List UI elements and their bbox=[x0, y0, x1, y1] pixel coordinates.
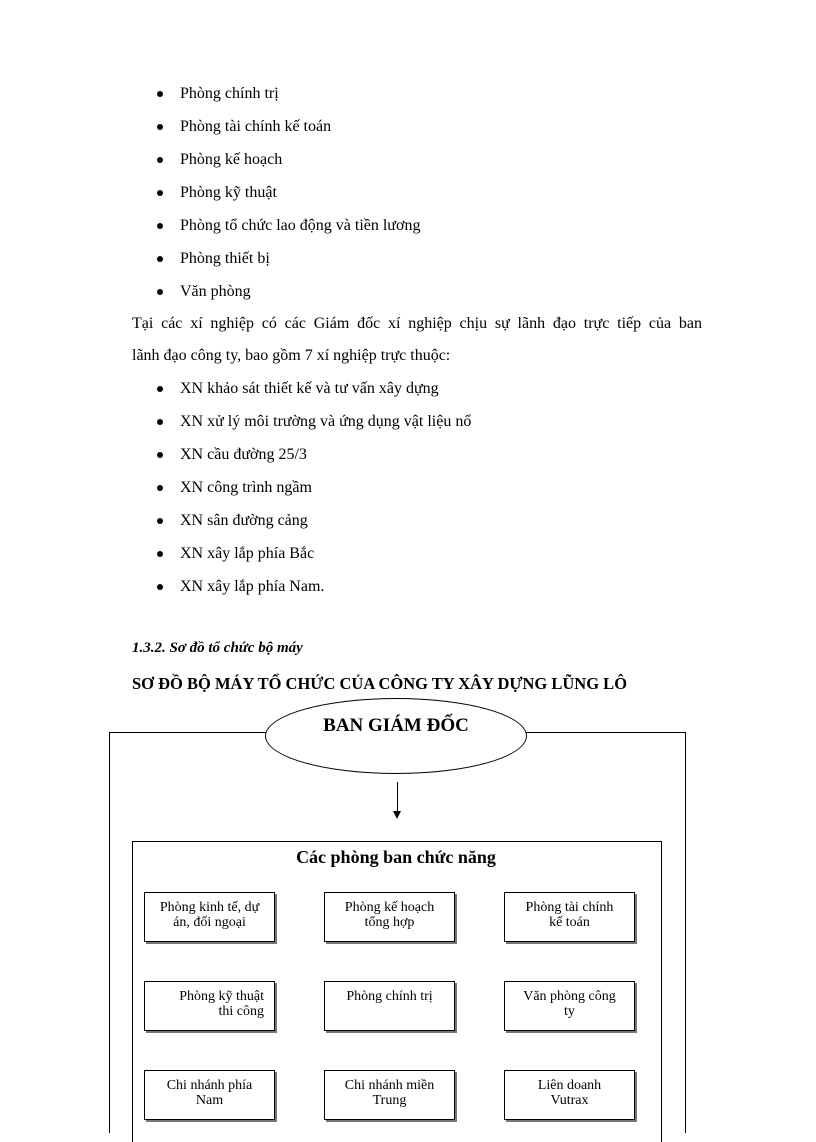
department-item: Phòng tài chính kế toán bbox=[180, 118, 332, 135]
paragraph-line-2: lãnh đạo công ty, bao gồm 7 xí nghiệp trực thuộc: bbox=[132, 347, 451, 364]
dept-box-line: Chi nhánh phía bbox=[166, 1078, 253, 1093]
bullet-icon bbox=[157, 452, 163, 458]
bullet-icon bbox=[157, 223, 163, 229]
enterprise-item: XN sân đường cảng bbox=[180, 512, 308, 529]
department-item: Phòng kỹ thuật bbox=[180, 184, 277, 201]
board-of-directors-node bbox=[265, 698, 527, 774]
board-of-directors-label: BAN GIÁM ĐỐC bbox=[323, 715, 469, 736]
joint-venture-box-vutrax bbox=[504, 1070, 635, 1120]
functional-departments-title: Các phòng ban chức năng bbox=[296, 847, 496, 867]
enterprise-item: XN xử lý môi trường và ứng dụng vật liệu nổ bbox=[180, 413, 472, 430]
dept-box-line: Nam bbox=[195, 1093, 224, 1108]
chart-title: SƠ ĐỒ BỘ MÁY TỔ CHỨC CỦA CÔNG TY XÂY DỰNG LŨNG LÔ bbox=[132, 674, 628, 693]
dept-box-line: Phòng kinh tế, dự bbox=[159, 900, 260, 915]
branch-box-central bbox=[324, 1070, 455, 1120]
bullet-icon bbox=[157, 551, 163, 557]
enterprise-item: XN xây lắp phía Bắc bbox=[180, 545, 315, 562]
enterprise-item: XN xây lắp phía Nam. bbox=[180, 578, 325, 595]
dept-box-line: Phòng kế hoạch bbox=[344, 900, 435, 915]
bullet-icon bbox=[157, 124, 163, 130]
dept-box-line: Liên doanh bbox=[537, 1078, 602, 1093]
bullet-icon bbox=[157, 419, 163, 425]
dept-box-politics bbox=[324, 981, 455, 1031]
dept-box-economics bbox=[144, 892, 275, 942]
dept-box-finance bbox=[504, 892, 635, 942]
dept-box-planning bbox=[324, 892, 455, 942]
branch-box-south bbox=[144, 1070, 275, 1120]
enterprise-item: XN cầu đường 25/3 bbox=[180, 446, 307, 463]
dept-box-line: Phòng kỹ thuật bbox=[179, 989, 264, 1004]
dept-box-line: Chi nhánh miền bbox=[344, 1078, 435, 1093]
bullet-icon bbox=[157, 485, 163, 491]
bullet-icon bbox=[157, 157, 163, 163]
department-item: Phòng kế hoạch bbox=[180, 151, 283, 168]
bullet-icon bbox=[157, 386, 163, 392]
bullet-icon bbox=[157, 518, 163, 524]
department-item: Văn phòng bbox=[180, 283, 251, 300]
dept-box-line: Phòng tài chính bbox=[525, 900, 614, 915]
bullet-icon bbox=[157, 190, 163, 196]
department-item: Phòng chính trị bbox=[180, 85, 279, 102]
dept-box-technical bbox=[144, 981, 275, 1031]
dept-box-line: thi công bbox=[218, 1004, 264, 1019]
bullet-icon bbox=[157, 91, 163, 97]
arrow-down-icon bbox=[393, 811, 401, 819]
department-item: Phòng thiết bị bbox=[180, 250, 270, 267]
bullet-icon bbox=[157, 584, 163, 590]
section-heading: 1.3.2. Sơ đồ tổ chức bộ máy bbox=[132, 640, 303, 656]
dept-box-line: tổng hợp bbox=[364, 915, 415, 930]
department-item: Phòng tổ chức lao động và tiền lương bbox=[180, 217, 421, 234]
dept-box-line: Vutrax bbox=[550, 1093, 589, 1108]
bullet-icon bbox=[157, 256, 163, 262]
connector-line bbox=[397, 782, 398, 812]
enterprise-item: XN khảo sát thiết kế và tư vấn xây dựng bbox=[180, 380, 439, 397]
bullet-icon bbox=[157, 289, 163, 295]
dept-box-line: kế toán bbox=[549, 915, 590, 930]
dept-box-line: án, đối ngoại bbox=[173, 915, 246, 930]
dept-box-line: Văn phòng công bbox=[523, 989, 616, 1004]
dept-box-line: Trung bbox=[372, 1093, 407, 1108]
paragraph-line-1: Tại các xí nghiệp có các Giám đốc xí nghiệp chịu sự lãnh đạo trực tiếp của ban bbox=[132, 315, 702, 332]
enterprise-item: XN công trình ngầm bbox=[180, 479, 312, 496]
dept-box-line: ty bbox=[564, 1004, 575, 1019]
dept-box-line: Phòng chính trị bbox=[346, 989, 433, 1004]
dept-box-office bbox=[504, 981, 635, 1031]
